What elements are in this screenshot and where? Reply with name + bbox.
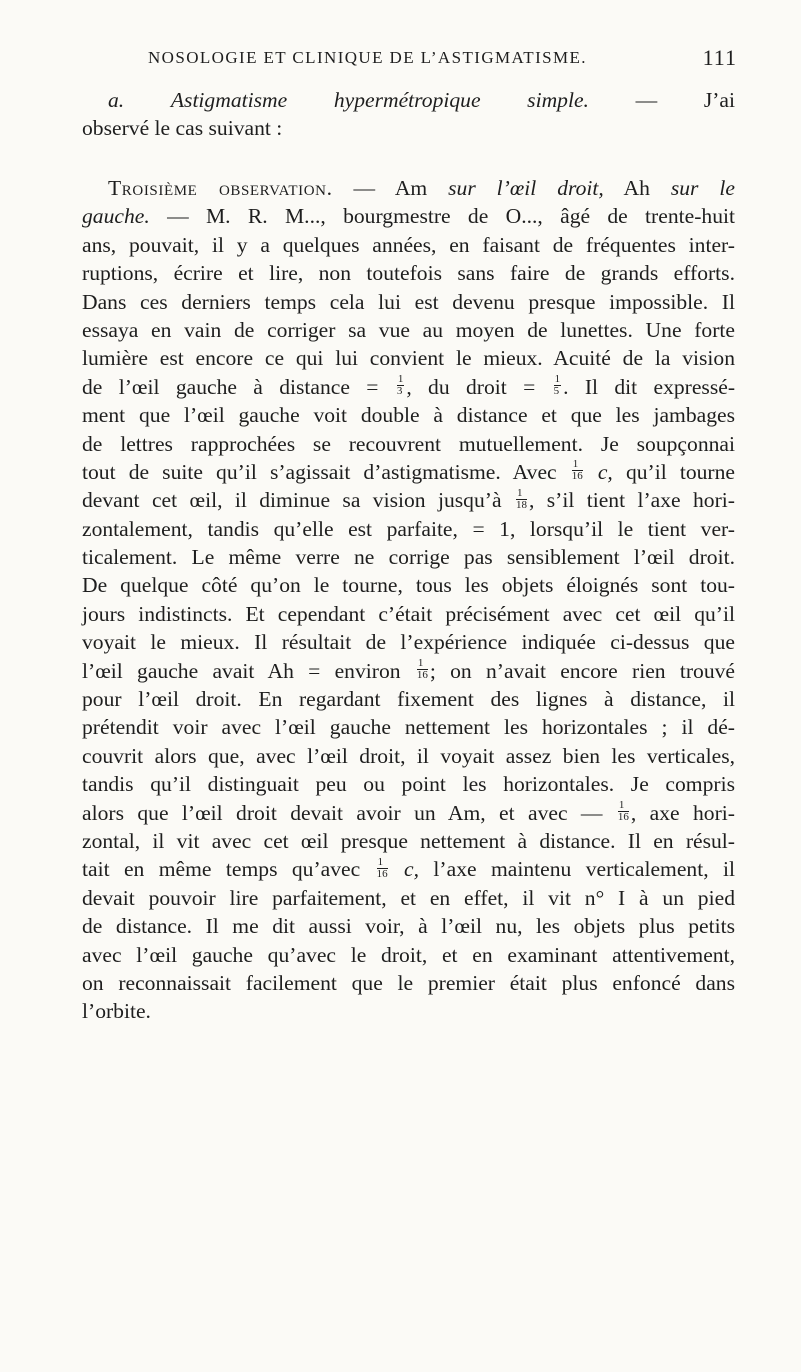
fraction-one-sixteenth <box>417 658 428 681</box>
section-letter: a. <box>108 88 125 112</box>
fraction-numerator: 1 <box>618 800 629 812</box>
text-run: — J’ai <box>635 88 736 112</box>
fraction-denominator: 5 <box>553 385 560 398</box>
text-line: pour l’œil droit. En regardant fixement des lignes à distance, il <box>82 687 735 712</box>
running-head-title: NOSOLOGIE ET CLINIQUE DE L’ASTIGMATISME. <box>148 48 587 67</box>
text-run: — Am <box>353 176 428 200</box>
fraction-denominator: 18 <box>515 498 527 511</box>
text-line: ruptions, écrire et lire, non toutefois sans faire de grands efforts. <box>82 261 735 286</box>
fraction-one-sixteenth <box>618 800 629 823</box>
text-line: tandis qu’il distinguait peu ou point les horizontales. Je compris <box>82 772 735 797</box>
fraction-one-third <box>397 374 405 397</box>
text-run-italic: c, <box>404 857 420 882</box>
text-run: l’axe maintenu verticalement, il <box>433 857 736 882</box>
section-title: Astigmatisme hypermétropique simple. <box>170 88 589 112</box>
fraction-denominator: 3 <box>396 385 403 398</box>
text-run: — M. R. M..., bourgmestre de O..., âgé de trente-huit <box>167 204 735 229</box>
text-line <box>82 855 735 883</box>
text-run: devant cet œil, il diminue sa vision jusqu’à <box>82 488 502 513</box>
text-line: Dans ces derniers temps cela lui est devenu presque impossible. Il <box>82 289 735 314</box>
text-run: . Il dit expressé- <box>563 374 736 399</box>
fraction-numerator: 1 <box>417 658 428 670</box>
text-line <box>82 486 735 514</box>
text-run: l’œil gauche avait Ah = environ <box>82 658 401 683</box>
fraction-numerator: 1 <box>572 459 583 471</box>
text-line <box>82 799 735 827</box>
text-run: tout de suite qu’il s’agissait d’astigmatisme. Avec <box>82 459 557 484</box>
text-run: , axe hori- <box>630 800 735 825</box>
fraction-numerator: 1 <box>377 857 388 869</box>
text-line <box>82 458 735 486</box>
text-run: alors que l’œil droit devait avoir un Am, et avec — <box>82 800 603 825</box>
paragraph-section-heading <box>82 86 735 143</box>
text-line: l’orbite. <box>82 999 151 1024</box>
text-run: , s’il tient l’axe hori- <box>528 488 735 513</box>
fraction-denominator: 16 <box>617 811 629 824</box>
running-head <box>148 45 737 72</box>
text-line <box>82 86 735 114</box>
text-line: essaya en vain de corriger sa vue au moyen de lunettes. Une forte <box>82 317 735 342</box>
text-line: ans, pouvait, il y a quelques années, en faisant de fréquentes inter- <box>82 232 735 257</box>
text-run: Ah <box>623 176 650 200</box>
text-run-italic: sur l’œil droit, <box>448 176 604 200</box>
fraction-one-sixteenth <box>377 857 388 880</box>
fraction-one-fifth <box>554 374 562 397</box>
text-line: observé le cas suivant : <box>82 116 283 141</box>
fraction-numerator: 1 <box>397 373 404 386</box>
text-line: de lettres rapprochées se recouvrent mutuellement. Je soupçonnai <box>82 431 735 456</box>
text-run: de l’œil gauche à distance = <box>82 374 379 399</box>
text-line <box>82 373 735 401</box>
page-number: 111 <box>702 45 737 70</box>
fraction-numerator: 1 <box>516 488 527 500</box>
text-line: couvrit alors que, avec l’œil droit, il voyait assez bien les verticales, <box>82 743 735 768</box>
fraction-denominator: 16 <box>416 669 428 682</box>
text-line: ticalement. Le même verre ne corrige pas sensiblement l’œil droit. <box>82 545 735 570</box>
text-line: De quelque côté qu’on le tourne, tous les objets éloignés sont tou- <box>82 573 735 598</box>
text-run-italic: c, <box>597 459 613 484</box>
text-line: jours indistincts. Et cependant c’était précisément avec cet œil qu’il <box>82 601 735 626</box>
fraction-one-eighteenth <box>516 488 527 511</box>
text-line: avec l’œil gauche qu’avec le droit, et en examinant attentivement, <box>82 942 735 967</box>
text-line: de distance. Il me dit aussi voir, à l’œil nu, les objets plus petits <box>82 914 735 939</box>
text-run: , du droit = <box>406 374 536 399</box>
fraction-denominator: 16 <box>376 867 388 880</box>
text-line: voyait le mieux. Il résultait de l’expérience indiquée ci-dessus que <box>82 630 735 655</box>
fraction-denominator: 16 <box>571 470 583 483</box>
text-line <box>82 202 735 230</box>
text-line: devait pouvoir lire parfaitement, et en effet, il vit n° I à un pied <box>82 885 735 910</box>
text-line: ment que l’œil gauche voit double à distance et que les jambages <box>82 403 735 428</box>
text-line: lumière est encore ce qui lui convient le mieux. Acuité de la vision <box>82 346 735 371</box>
text-line: zontalement, tandis qu’elle est parfaite, = 1, lorsqu’il le tient ver- <box>82 516 735 541</box>
text-line: on reconnaissait facilement que le premier était plus enfoncé dans <box>82 970 735 995</box>
observation-heading: Troisième observation. <box>108 176 333 200</box>
paragraph-observation <box>82 174 735 1026</box>
fraction-one-sixteenth <box>572 459 583 482</box>
text-run: ; on n’avait encore rien trouvé <box>429 658 736 683</box>
text-run: qu’il tourne <box>625 459 735 484</box>
text-run-italic: gauche. <box>82 204 150 229</box>
text-run: tait en même temps qu’avec <box>82 857 361 882</box>
text-line <box>82 174 735 202</box>
text-line <box>82 657 735 685</box>
text-run-italic: sur le <box>670 176 735 200</box>
text-line: zontal, il vit avec cet œil presque nettement à distance. Il en résul- <box>82 828 735 853</box>
text-line: prétendit voir avec l’œil gauche nettement les horizontales ; il dé- <box>82 715 735 740</box>
fraction-numerator: 1 <box>554 373 561 386</box>
